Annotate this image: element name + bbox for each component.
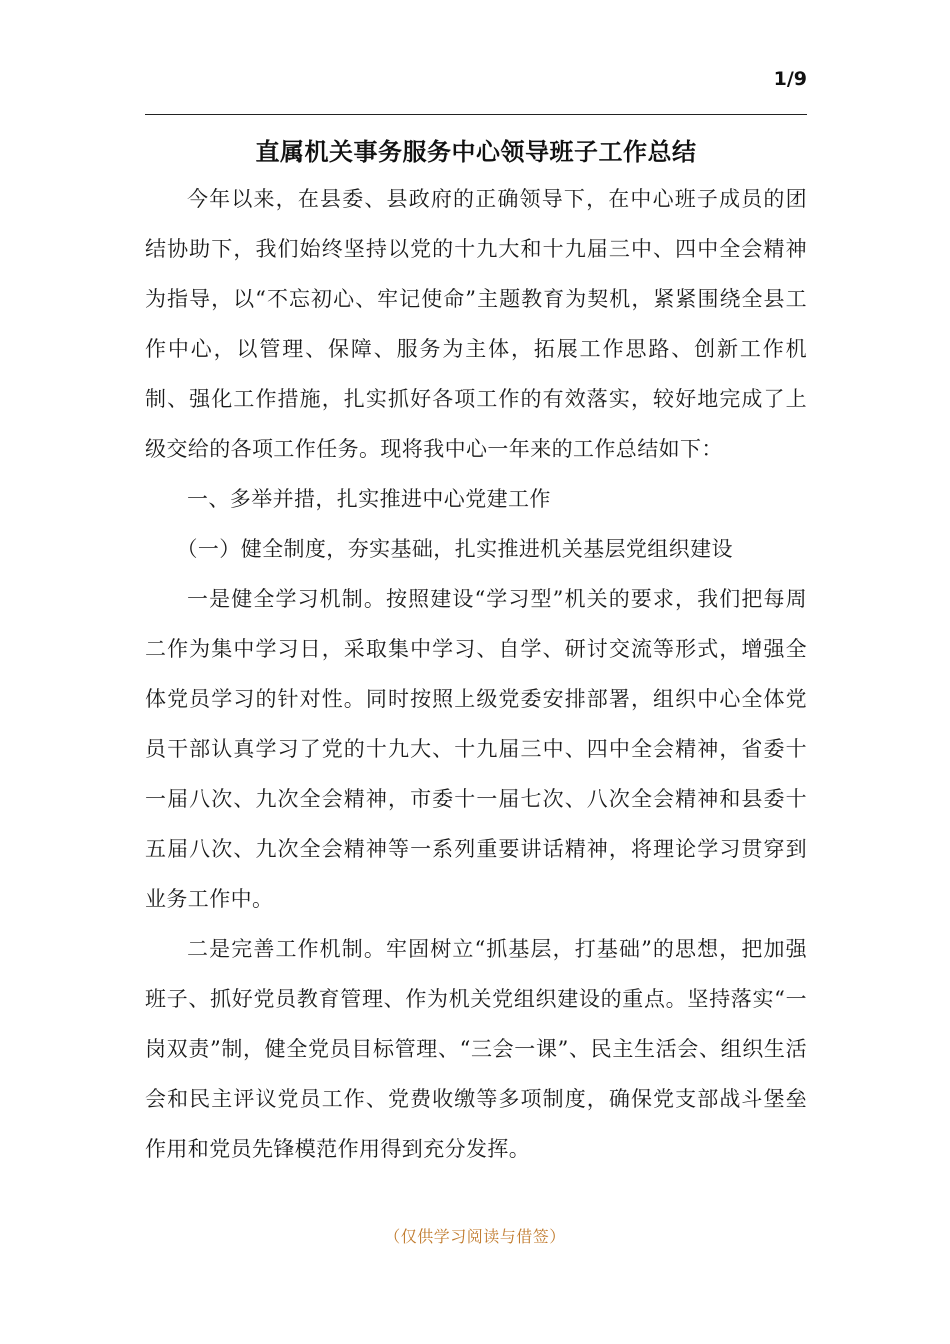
document-title: 直属机关事务服务中心领导班子工作总结 (255, 137, 697, 166)
paragraph-learning-mechanism: 一是健全学习机制。按照建设“学习型”机关的要求，我们把每周二作为集中学习日，采取集中学习、自学、研讨交流等形式，增强全体党员学习的针对性。同时按照上级党委安排部署，组织中心全体党员干部认真学习了党的十九大、十九届三中、四中全会精神，省委十一届八次、九次全会精神，市委十一届七次、八次全会精神和县委十五届八次、九次全会精神等一系列重要讲话精神，将理论学习贯穿到业务工作中。 (145, 587, 807, 911)
footer-note: （仅供学习阅读与借签） (384, 1227, 566, 1246)
subsection-heading-1: （一）健全制度，夯实基础，扎实推进机关基层党组织建设 (176, 537, 733, 561)
paragraph-intro: 今年以来，在县委、县政府的正确领导下，在中心班子成员的团结协助下，我们始终坚持以党的十九大和十九届三中、四中全会精神为指导，以“不忘初心、牢记使命”主题教育为契机，紧紧围绕全县工作中心，以管理、保障、服务为主体，拓展工作思路、创新工作机制、强化工作措施，扎实抓好各项工作的有效落实，较好地完成了上级交给的各项工作任务。现将我中心一年来的工作总结如下： (145, 187, 807, 461)
document-body (145, 174, 807, 1174)
header-rule (145, 114, 807, 115)
paragraph-work-mechanism: 二是完善工作机制。牢固树立“抓基层，打基础”的思想，把加强班子、抓好党员教育管理、作为机关党组织建设的重点。坚持落实“一岗双责”制，健全党员目标管理、“三会一课”、民主生活会、组织生活会和民主评议党员工作、党费收缴等多项制度，确保党支部战斗堡垒作用和党员先锋模范作用得到充分发挥。 (145, 937, 807, 1161)
page-number: 1/9 (773, 68, 807, 90)
section-heading-1: 一、多举并措，扎实推进中心党建工作 (187, 487, 551, 511)
